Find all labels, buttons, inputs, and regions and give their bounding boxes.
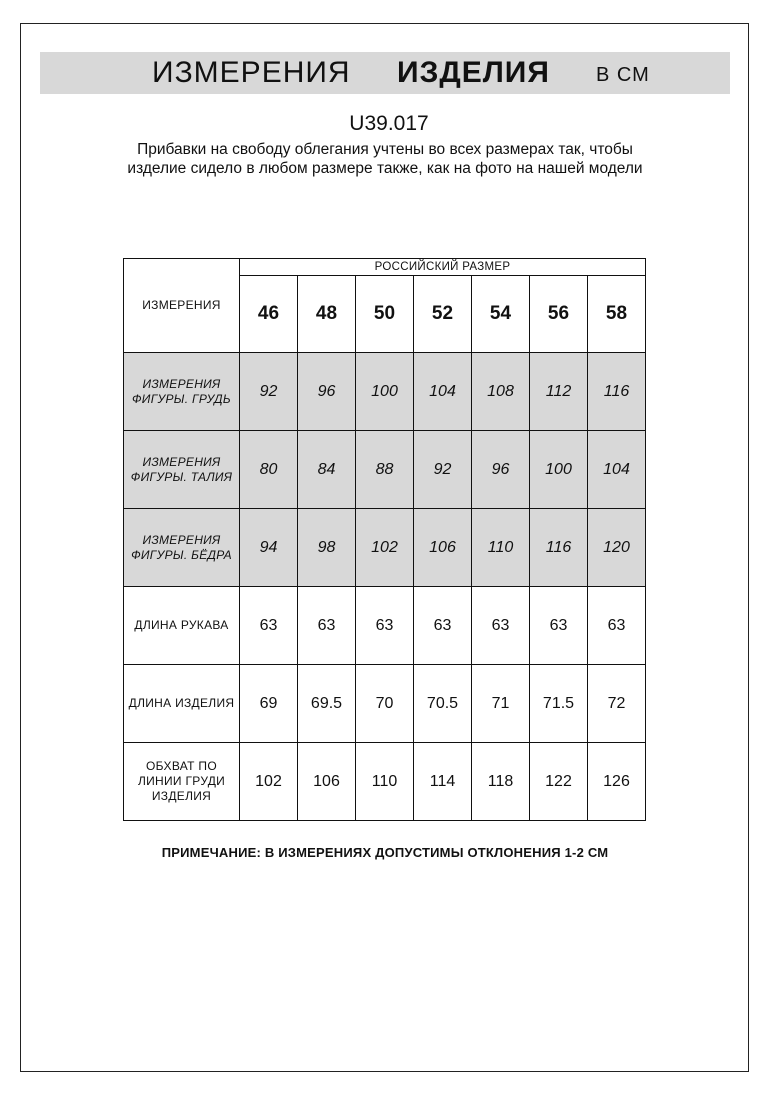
table-row: [124, 353, 646, 431]
table-cell: 69.5: [298, 665, 356, 743]
table-cell: 63: [414, 587, 472, 665]
row-label: ИЗМЕРЕНИЯ ФИГУРЫ. ГРУДЬ: [124, 353, 240, 431]
table-cell: 114: [414, 743, 472, 821]
table-cell: 120: [588, 509, 646, 587]
table-cell: 71.5: [530, 665, 588, 743]
title-banner: [40, 52, 730, 94]
table-row: [124, 509, 646, 587]
table-cell: 98: [298, 509, 356, 587]
title-units: В СМ: [596, 64, 650, 86]
table-cell: 96: [472, 431, 530, 509]
table-cell: 88: [356, 431, 414, 509]
table-row: [124, 743, 646, 821]
table-cell: 72: [588, 665, 646, 743]
table-cell: 102: [356, 509, 414, 587]
fit-description: Прибавки на свободу облегания учтены во всех размерах так, чтобы изделие сидело в любом размере также, как на фото на нашей модели: [127, 141, 643, 177]
table-cell: 110: [356, 743, 414, 821]
table-cell: 104: [414, 353, 472, 431]
table-cell: 92: [414, 431, 472, 509]
title-word-measurements: ИЗМЕРЕНИЯ: [152, 56, 351, 89]
product-code: U39.017: [349, 112, 429, 135]
size-header-cell: 52: [414, 276, 472, 353]
row-label: ДЛИНА ИЗДЕЛИЯ: [124, 665, 240, 743]
table-cell: 92: [240, 353, 298, 431]
tolerance-note: ПРИМЕЧАНИЕ: В ИЗМЕРЕНИЯХ ДОПУСТИМЫ ОТКЛОНЕНИЯ 1-2 СМ: [161, 845, 609, 860]
table-cell: 84: [298, 431, 356, 509]
size-group-header: РОССИЙСКИЙ РАЗМЕР: [240, 259, 646, 276]
size-header-cell: 48: [298, 276, 356, 353]
row-label: ОБХВАТ ПО ЛИНИИ ГРУДИ ИЗДЕЛИЯ: [124, 743, 240, 821]
table-cell: 122: [530, 743, 588, 821]
table-cell: 116: [588, 353, 646, 431]
table-cell: 102: [240, 743, 298, 821]
table-cell: 126: [588, 743, 646, 821]
table-cell: 70: [356, 665, 414, 743]
table-cell: 112: [530, 353, 588, 431]
table-cell: 71: [472, 665, 530, 743]
size-header-cell: 46: [240, 276, 298, 353]
table-cell: 80: [240, 431, 298, 509]
table-cell: 70.5: [414, 665, 472, 743]
table-cell: 63: [298, 587, 356, 665]
title-word-product: ИЗДЕЛИЯ: [397, 56, 550, 89]
table-row: [124, 587, 646, 665]
table-cell: 118: [472, 743, 530, 821]
table-cell: 108: [472, 353, 530, 431]
size-header-cell: 56: [530, 276, 588, 353]
table-row: [124, 665, 646, 743]
table-cell: 63: [240, 587, 298, 665]
table-cell: 106: [414, 509, 472, 587]
size-header-cell: 54: [472, 276, 530, 353]
size-header-cell: 58: [588, 276, 646, 353]
table-cell: 63: [588, 587, 646, 665]
table-cell: 94: [240, 509, 298, 587]
table-cell: 63: [472, 587, 530, 665]
table-cell: 63: [530, 587, 588, 665]
table-cell: 110: [472, 509, 530, 587]
corner-label: ИЗМЕРЕНИЯ: [124, 259, 240, 353]
table-cell: 100: [356, 353, 414, 431]
table-cell: 116: [530, 509, 588, 587]
table-row: [124, 431, 646, 509]
table-cell: 63: [356, 587, 414, 665]
size-table: [123, 258, 646, 821]
table-cell: 104: [588, 431, 646, 509]
table-cell: 106: [298, 743, 356, 821]
size-header-cell: 50: [356, 276, 414, 353]
table-cell: 69: [240, 665, 298, 743]
row-label: ДЛИНА РУКАВА: [124, 587, 240, 665]
row-label: ИЗМЕРЕНИЯ ФИГУРЫ. ТАЛИЯ: [124, 431, 240, 509]
row-label: ИЗМЕРЕНИЯ ФИГУРЫ. БЁДРА: [124, 509, 240, 587]
table-cell: 100: [530, 431, 588, 509]
table-cell: 96: [298, 353, 356, 431]
